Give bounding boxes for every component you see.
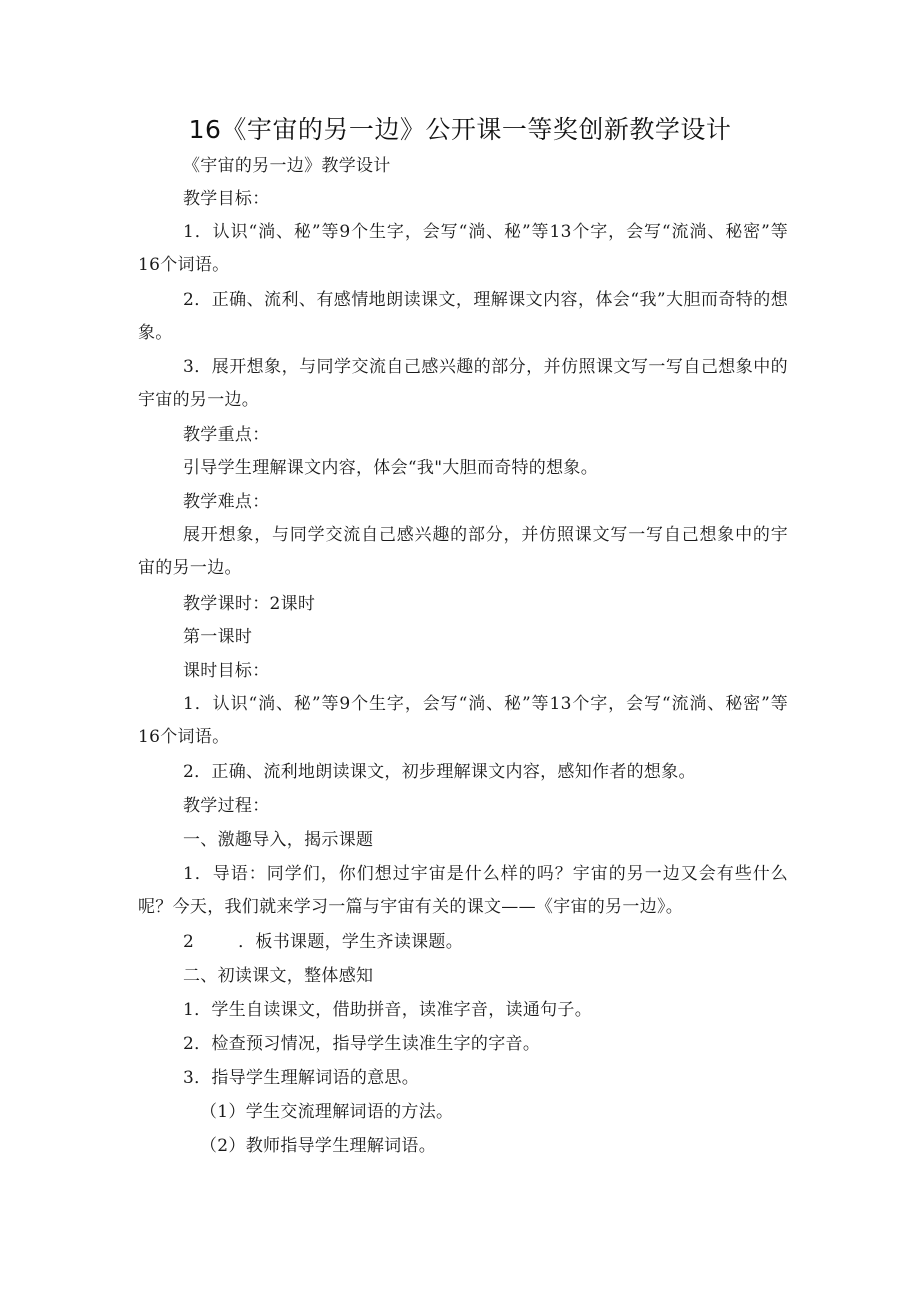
key-point-heading: 教学重点： [183,425,270,445]
key-point-text: 引导学生理解课文内容，体会“我"大胆而奇特的想象。 [183,458,599,478]
lesson-goal-item-1: 1．认识“淌、秘”等9个生字，会写“淌、秘”等13个字，会写“流淌、秘密”等16个词语。 [138,694,788,747]
section-2-sub-item-2: （2）教师指导学生理解词语。 [200,1136,437,1156]
difficulty-heading: 教学难点： [183,492,270,512]
lesson-goals-heading: 课时目标： [183,661,270,681]
section-2-item-1: 1．学生自读课文，借助拼音，读准字音，读通句子。 [183,1000,593,1020]
subtitle: 《宇宙的另一边》教学设计 [183,156,391,176]
goal-item-1: 1．认识“淌、秘”等9个生字，会写“淌、秘”等13个字，会写“流淌、秘密”等16个词语。 [138,222,788,275]
document-title: 16《宇宙的另一边》公开课一等奖创新教学设计 [188,115,732,144]
lesson-hours: 教学课时：2课时 [183,594,316,614]
process-heading: 教学过程： [183,796,270,816]
section-2-item-2: 2．检查预习情况，指导学生读准生字的字音。 [183,1034,541,1054]
section-2-item-3: 3．指导学生理解词语的意思。 [183,1068,420,1088]
difficulty-text: 展开想象，与同学交流自己感兴趣的部分，并仿照课文写一写自己想象中的宇宙的另一边。 [138,525,788,578]
section-2-sub-item-1: （1）学生交流理解词语的方法。 [200,1102,454,1122]
lesson-goal-item-2: 2．正确、流利地朗读课文，初步理解课文内容，感知作者的想象。 [183,762,696,782]
section-1-item-2-number: 2 [183,932,195,952]
section-1-item-2 [138,926,788,959]
section-1-item-2-text: ．板书课题，学生齐读课题。 [238,932,464,952]
goal-item-2: 2．正确、流利、有感情地朗读课文，理解课文内容，体会“我”大胆而奇特的想象。 [138,290,788,343]
goal-item-3: 3．展开想象，与同学交流自己感兴趣的部分，并仿照课文写一写自己想象中的宇宙的另一边。 [138,357,788,410]
section-1-item-1: 1．导语：同学们，你们想过宇宙是什么样的吗？宇宙的另一边又会有些什么呢？今天，我们就来学习一篇与宇宙有关的课文——《宇宙的另一边》。 [138,864,788,917]
goals-heading: 教学目标： [183,189,270,209]
first-lesson-heading: 第一课时 [183,627,253,647]
section-2-heading: 二、初读课文，整体感知 [183,966,374,986]
section-1-heading: 一、激趣导入，揭示课题 [183,830,374,850]
